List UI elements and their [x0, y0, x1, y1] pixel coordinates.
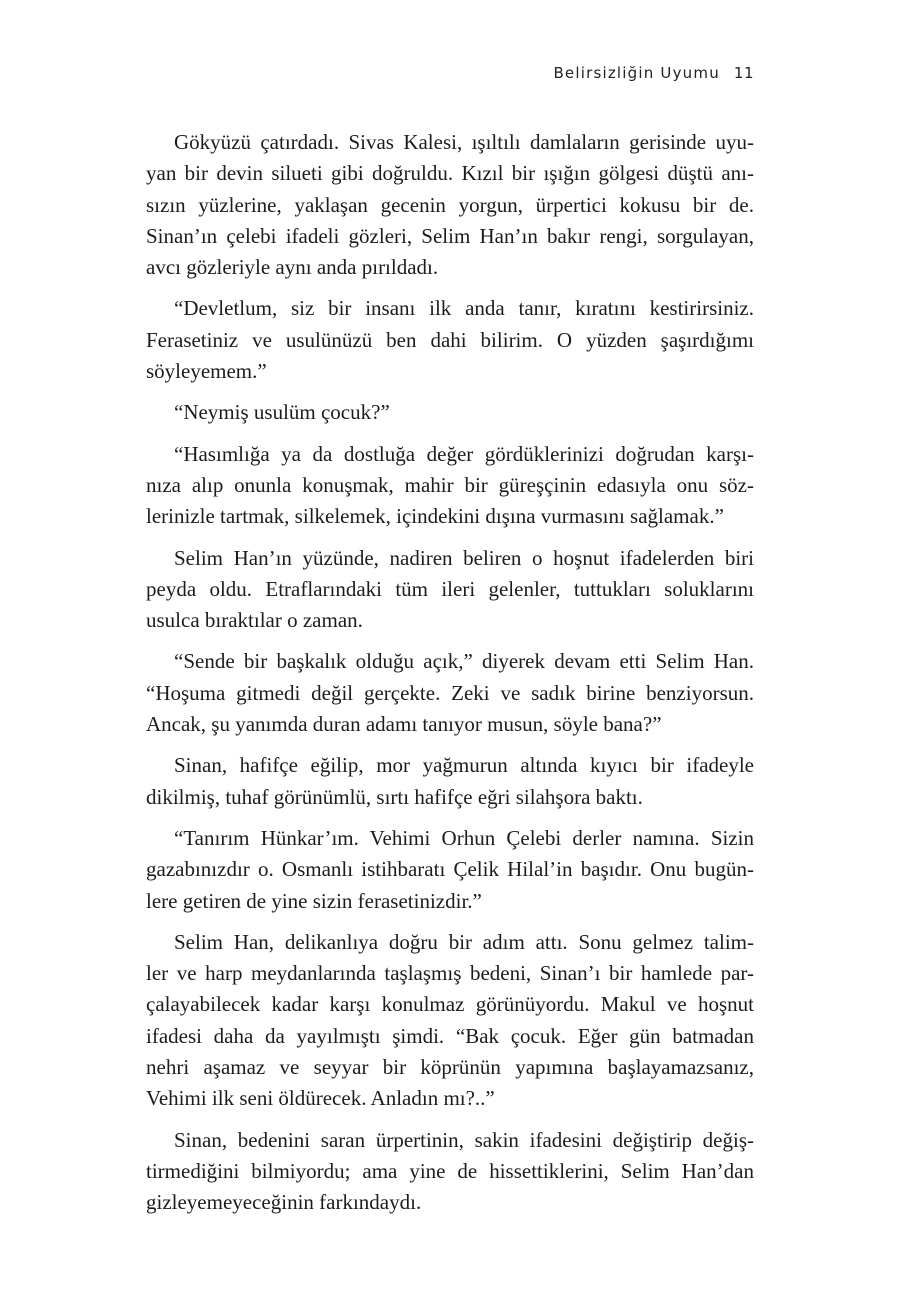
paragraph — [146, 543, 754, 637]
paragraph — [146, 1125, 754, 1219]
text-line: usulca bıraktılar o zaman. — [146, 608, 363, 633]
paragraph — [146, 646, 754, 740]
body-text — [146, 127, 754, 1229]
text-line: gizleyemeyeceğinin farkındaydı. — [146, 1190, 422, 1215]
text-line: tirmediğini bilmiyordu; ama yine de hissettiklerini, Selim Han’dan — [146, 1158, 754, 1183]
paragraph — [146, 293, 754, 387]
text-line: ifadesi daha da yayılmıştı şimdi. “Bak çocuk. Eğer gün batmadan — [146, 1023, 754, 1048]
text-line: dikilmiş, tuhaf görünümlü, sırtı hafifçe eğri silahşora baktı. — [146, 784, 643, 809]
text-line: Gökyüzü çatırdadı. Sivas Kalesi, ışıltılı damlaların gerisinde uyu- — [174, 130, 754, 154]
text-line: Sinan’ın çelebi ifadeli gözleri, Selim Han’ın bakır rengi, sorgulayan, — [146, 223, 754, 248]
paragraph — [146, 823, 754, 917]
text-line: nıza alıp onunla konuşmak, mahir bir güreşçinin edasıyla onu söz- — [146, 472, 754, 497]
text-line: Ancak, şu yanımda duran adamı tanıyor musun, söyle bana?” — [146, 712, 662, 737]
text-line: söyleyemem.” — [146, 359, 267, 384]
text-line: “Tanırım Hünkar’ım. Vehimi Orhun Çelebi derler namına. Sizin — [174, 825, 754, 850]
text-line: “Sende bir başkalık olduğu açık,” diyerek devam etti Selim Han. — [174, 649, 754, 674]
text-line: avcı gözleriyle aynı anda pırıldadı. — [146, 255, 439, 280]
text-line: yan bir devin silueti gibi doğruldu. Kızıl bir ışığın gölgesi düştü anı- — [146, 161, 754, 186]
text-line: sızın yüzlerine, yaklaşan gecenin yorgun, ürpertici kokusu bir de. — [146, 192, 754, 217]
text-line: “Neymiş usulüm çocuk?” — [174, 400, 390, 425]
text-line: Ferasetiniz ve usulünüzü ben dahi bilirim. O yüzden şaşırdığımı — [146, 327, 754, 352]
text-line: Selim Han’ın yüzünde, nadiren beliren o hoşnut ifadelerden biri — [174, 545, 754, 570]
text-line: nehri aşamaz ve seyyar bir köprünün yapımına başlayamazsanız, — [146, 1055, 754, 1080]
text-line: gazabınızdır o. Osmanlı istihbaratı Çelik Hilal’in başıdır. Onu bugün- — [146, 857, 754, 882]
page-number: 11 — [733, 64, 754, 82]
text-line: “Devletlum, siz bir insanı ilk anda tanır, kıratını kestirirsiniz. — [174, 296, 754, 321]
text-line: Sinan, bedenini saran ürpertinin, sakin ifadesini değiştirip değiş- — [174, 1127, 754, 1152]
running-title: Belirsizliğin Uyumu — [553, 64, 720, 82]
paragraph — [146, 397, 754, 428]
paragraph — [146, 439, 754, 533]
text-line: Selim Han, delikanlıya doğru bir adım attı. Sonu gelmez talim- — [174, 929, 754, 954]
paragraph — [146, 127, 754, 283]
text-line: “Hoşuma gitmedi değil gerçekte. Zeki ve sadık birine benziyorsun. — [146, 680, 754, 705]
text-line: Sinan, hafifçe eğilip, mor yağmurun altında kıyıcı bir ifadeyle — [174, 753, 754, 778]
text-line: lerinizle tartmak, silkelemek, içindekini dışına vurmasını sağlamak.” — [146, 504, 724, 529]
text-line: peyda oldu. Etraflarındaki tüm ileri gelenler, tuttukları soluklarını — [146, 576, 754, 601]
paragraph — [146, 750, 754, 813]
text-line: Vehimi ilk seni öldürecek. Anladın mı?..” — [146, 1086, 495, 1111]
running-header — [553, 64, 754, 82]
text-line: ler ve harp meydanlarında taşlaşmış bedeni, Sinan’ı bir hamlede par- — [146, 961, 754, 986]
paragraph — [146, 927, 754, 1115]
text-line: çalayabilecek kadar karşı konulmaz görünüyordu. Makul ve hoşnut — [146, 992, 754, 1017]
text-line: lere getiren de yine sizin ferasetinizdir.” — [146, 888, 482, 913]
text-line: “Hasımlığa ya da dostluğa değer gördüklerinizi doğrudan karşı- — [174, 441, 754, 466]
